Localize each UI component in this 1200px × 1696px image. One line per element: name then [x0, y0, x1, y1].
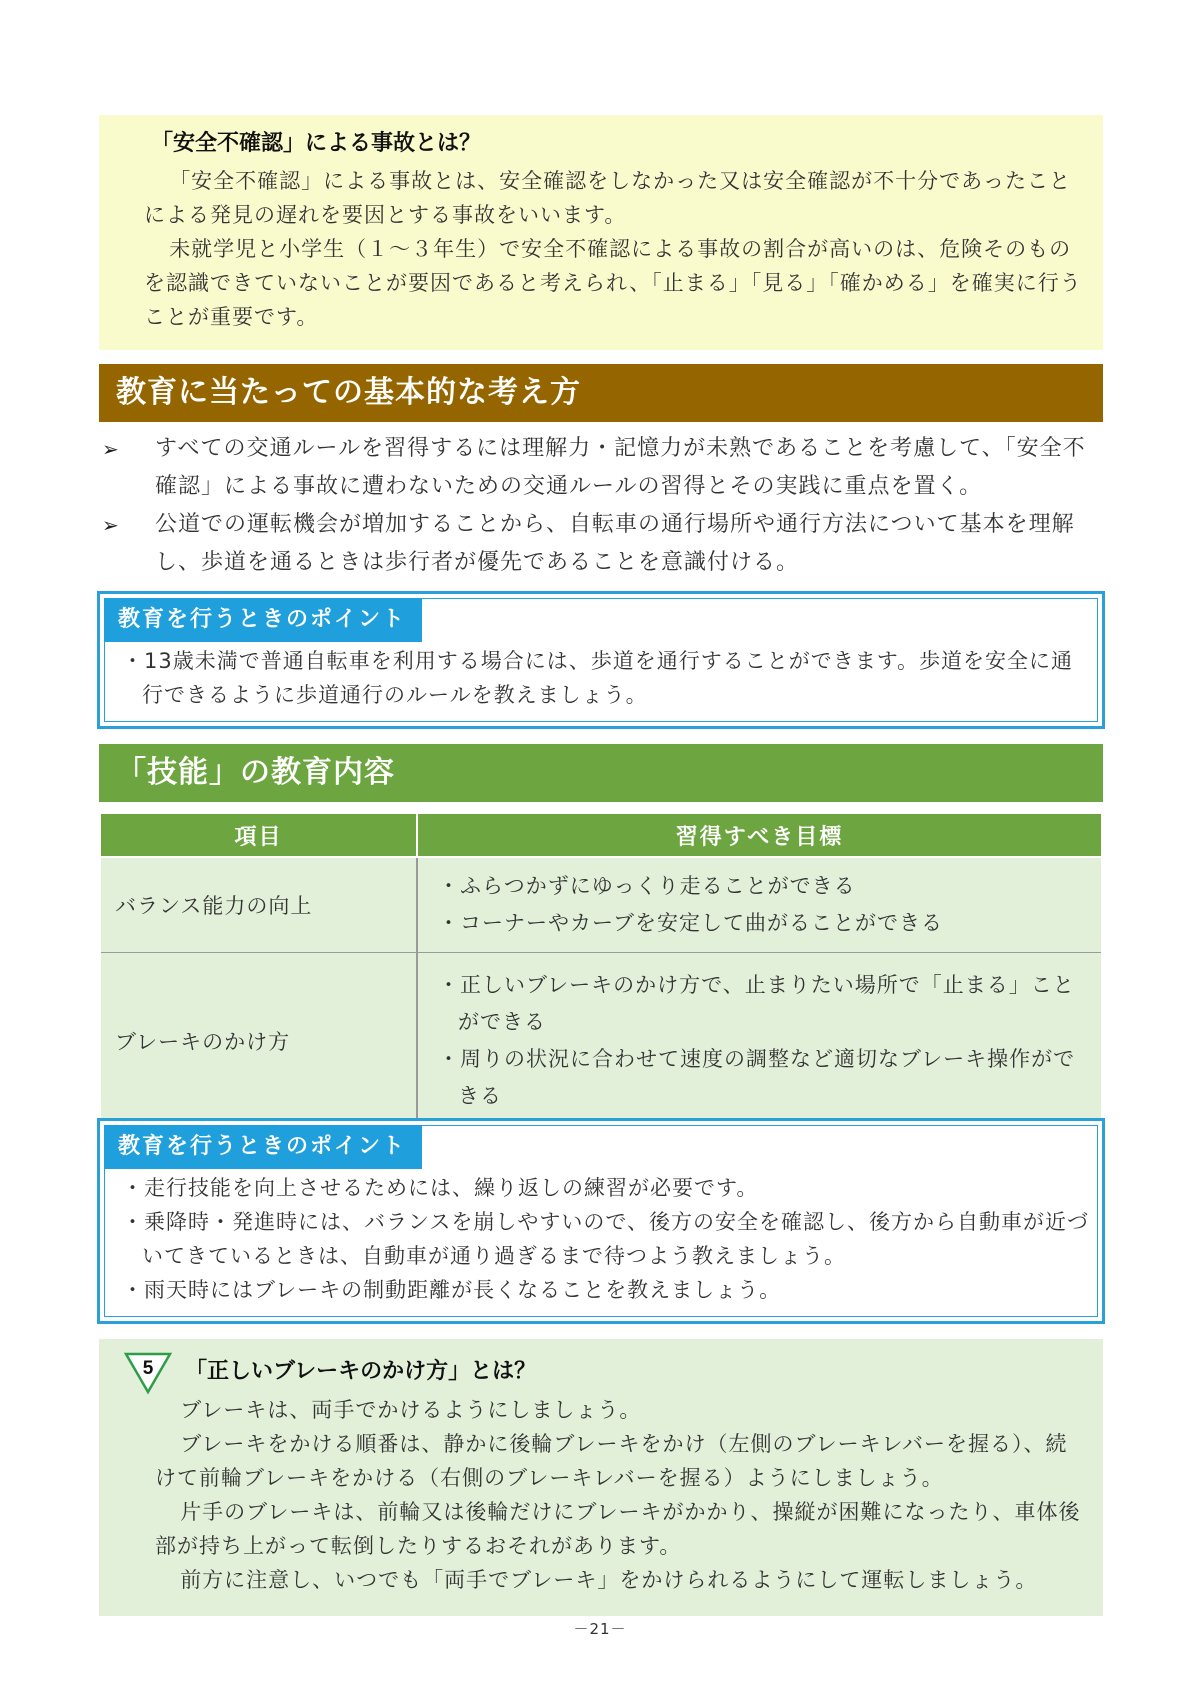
page-number: －21－ [573, 1620, 627, 1638]
skills-table [101, 814, 1101, 1129]
arrow-bullet-icon: ➢ [102, 437, 120, 461]
teaching-point: ・13歳未満で普通自転車を利用する場合には、歩道を通行することができます。歩道を安全に通行できるように歩道通行のルールを教えましょう。 [122, 649, 1074, 707]
teaching-points-box [97, 1118, 1105, 1324]
list-item [99, 430, 1103, 506]
column-header-goal: 習得すべき目標 [417, 814, 1101, 857]
section-heading-skills [99, 744, 1103, 802]
brake-note-paragraph: 前方に注意し、いつでも「両手でブレーキ」をかけられるようにして運転しましょう。 [180, 1568, 1038, 1592]
table-cell-goals [417, 953, 1101, 1130]
list-item [99, 506, 1103, 582]
brake-note-box [99, 1339, 1103, 1616]
table-cell-item: ブレーキのかけ方 [101, 953, 417, 1130]
note-number-badge: 5 [142, 1358, 154, 1379]
teaching-points-label: 教育を行うときのポイント [104, 598, 422, 642]
section-title: 教育に当たっての基本的な考え方 [116, 375, 581, 410]
goal-item: ・コーナーやカーブを安定して曲がることができる [438, 911, 943, 935]
goal-item: ・周りの状況に合わせて速度の調整など適切なブレーキ操作ができる [438, 1047, 1076, 1108]
goal-item: ・正しいブレーキのかけ方で、止まりたい場所で「止まる」ことができる [438, 973, 1075, 1034]
teaching-points-body [122, 644, 1090, 712]
teaching-points-body [122, 1171, 1090, 1307]
teaching-points-label: 教育を行うときのポイント [104, 1125, 422, 1169]
safety-note-box [99, 115, 1103, 350]
safety-note-title: 「安全不確認」による事故とは？ [151, 131, 482, 156]
brake-note-paragraph: ブレーキは、両手でかけるようにしましょう。 [180, 1398, 642, 1422]
teaching-points-box [97, 591, 1105, 729]
table-row [101, 857, 1101, 953]
teaching-point: ・雨天時にはブレーキの制動距離が長くなることを教えましょう。 [122, 1278, 782, 1302]
list-item-text: すべての交通ルールを習得するには理解力・記憶力が未熟であることを考慮して、「安全不確認」による事故に遭わないための交通ルールの習得とその実践に重点を置く。 [155, 436, 1086, 499]
teaching-point: ・乗降時・発進時には、バランスを崩しやすいので、後方の安全を確認し、後方から自動車が近づいてきているときは、自動車が通り過ぎるまで待つよう教えましょう。 [122, 1210, 1089, 1268]
safety-note-body [144, 164, 1089, 334]
brake-note-body [155, 1393, 1085, 1597]
table-cell-goals [417, 857, 1101, 953]
list-item-text: 公道での運転機会が増加することから、自転車の通行場所や通行方法について基本を理解し、歩道を通るときは歩行者が優先であることを意識付ける。 [155, 512, 1075, 575]
arrow-bullet-icon: ➢ [102, 513, 120, 537]
section-heading-basic-approach [99, 364, 1103, 422]
brake-note-paragraph: ブレーキをかける順番は、静かに後輪ブレーキをかけ（左側のブレーキレバーを握る）、続けて前輪ブレーキをかける（右側のブレーキレバーを握る）ようにしましょう。 [155, 1432, 1068, 1490]
brake-note-title: 「正しいブレーキのかけ方」とは？ [185, 1359, 537, 1384]
goal-item: ・ふらつかずにゆっくり走ることができる [438, 874, 856, 898]
column-header-item: 項目 [101, 814, 417, 857]
safety-note-paragraph: 「安全不確認」による事故とは、安全確認をしなかった又は安全確認が不十分であったことによる発見の遅れを要因とする事故をいいます。 [144, 169, 1071, 227]
safety-note-paragraph: 未就学児と小学生（１～３年生）で安全不確認による事故の割合が高いのは、危険そのものを認識できていないことが要因であると考えられ、「止まる」「見る」「確かめる」を確実に行うことが重要です。 [144, 237, 1082, 329]
inverted-triangle-icon [124, 1351, 172, 1395]
table-row [101, 953, 1101, 1130]
basic-approach-list [99, 430, 1103, 582]
table-header-row [101, 814, 1101, 857]
section-title: 「技能」の教育内容 [116, 755, 395, 790]
table-cell-item: バランス能力の向上 [101, 857, 417, 953]
brake-note-paragraph: 片手のブレーキは、前輪又は後輪だけにブレーキがかかり、操縦が困難になったり、車体後部が持ち上がって転倒したりするおそれがあります。 [155, 1500, 1081, 1558]
teaching-point: ・走行技能を向上させるためには、繰り返しの練習が必要です。 [122, 1176, 759, 1200]
